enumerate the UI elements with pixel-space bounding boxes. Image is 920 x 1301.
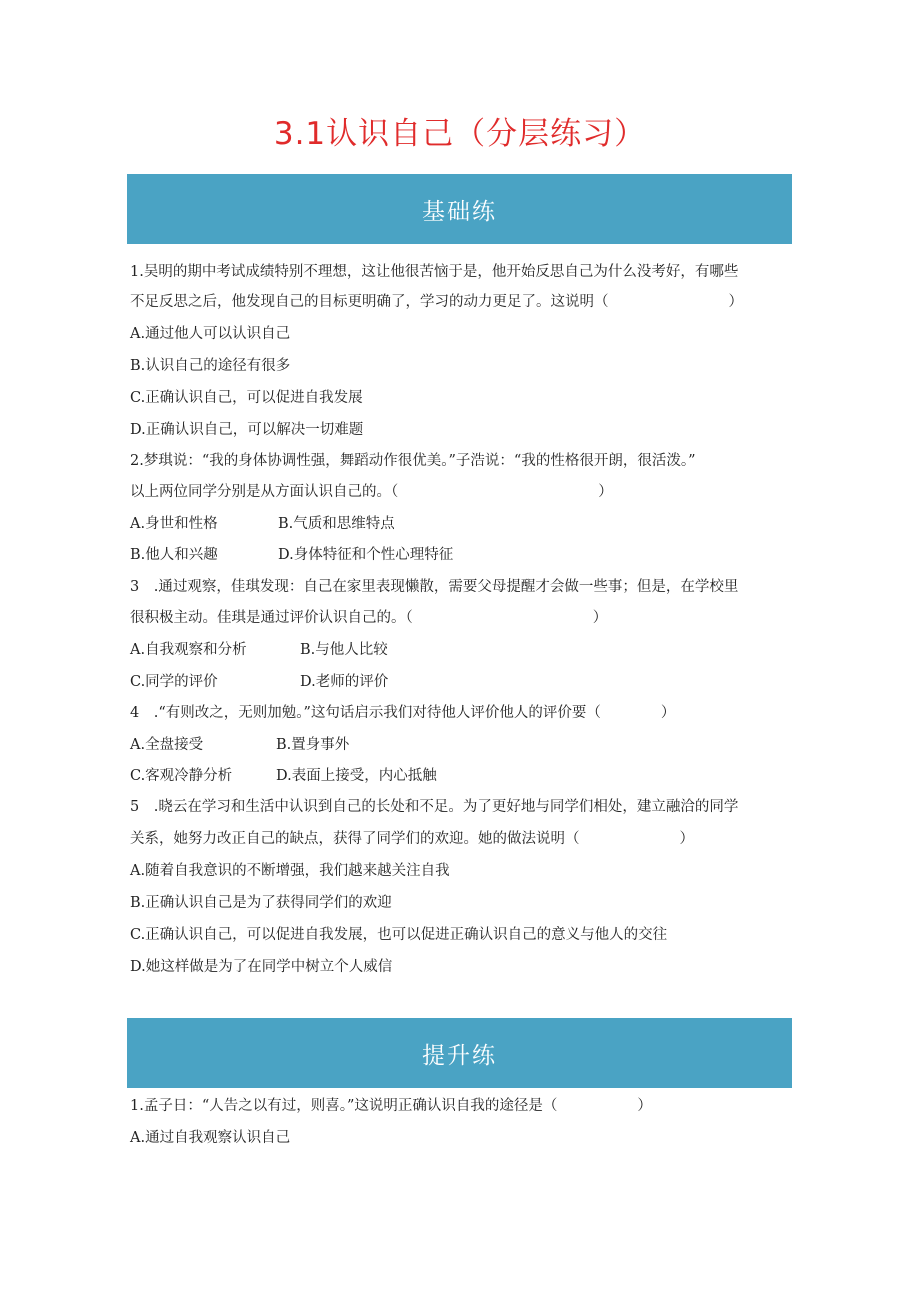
advanced-question-1-stem: 1.孟子日：“人告之以有过，则喜。”这说明正确认识自我的途径是（ ） [130, 1098, 652, 1114]
question-4-options-row1 [130, 735, 790, 755]
question-1-option-d: D.正确认识自己，可以解决一切难题 [130, 422, 364, 438]
question-4-option-a: A.全盘接受 [130, 737, 204, 753]
question-2-stem-line1: 2.梦琪说：“我的身体协调性强，舞蹈动作很优美。”子浩说：“我的性格很开朗，很活泼。” [130, 453, 696, 469]
answer-bracket-close: ） [598, 484, 613, 500]
question-3-option-d: D.老师的评价 [300, 674, 389, 690]
question-4-options-row2 [130, 766, 790, 786]
question-1-option-b: B.认识自己的途径有很多 [130, 358, 291, 374]
question-3-stem-line2: 很积极主动。佳琪是通过评价认识自己的。（ ） [130, 610, 608, 626]
question-5-option-c: C.正确认识自己，可以促进自我发展，也可以促进正确认识自己的意义与他人的交往 [130, 927, 668, 943]
question-2-option-b: B.气质和思维特点 [278, 516, 395, 532]
question-3-option-c: C.同学的评价 [130, 674, 218, 690]
answer-bracket-close: ） [728, 294, 743, 310]
question-2-options-row1 [130, 514, 790, 534]
question-5-option-a: A.随着自我意识的不断增强，我们越来越关注自我 [130, 863, 450, 879]
question-5-stem-line1: 5 .晓云在学习和生活中认识到自己的长处和不足。为了更好地与同学们相处，建立融洽的同学 [130, 799, 739, 815]
question-4-stem: 4 .“有则改之，无则加勉。”这句话启示我们对待他人评价他人的评价要（ ） [130, 705, 676, 721]
question-2-options-row2 [130, 545, 790, 565]
question-5-option-d: D.她这样做是为了在同学中树立个人威信 [130, 959, 393, 975]
section-heading: 提升练 [422, 1042, 497, 1069]
question-1-option-a: A.通过他人可以认识自己 [130, 326, 291, 342]
question-4-option-c: C.客观冷静分析 [130, 768, 233, 784]
question-5-stem-line2: 关系，她努力改正自己的缺点，获得了同学们的欢迎。她的做法说明（ ） [130, 831, 694, 847]
question-5-option-b: B.正确认识自己是为了获得同学们的欢迎 [130, 895, 392, 911]
question-3-stem-line1: 3 .通过观察，佳琪发现：自己在家里表现懒散，需要父母提醒才会做一些事；但是，在学校里 [130, 579, 739, 595]
answer-bracket-close: ） [660, 705, 676, 721]
question-2-option-a: A.身世和性格 [130, 516, 218, 532]
advanced-question-1-option-a: A.通过自我观察认识自己 [130, 1130, 291, 1146]
question-2-option-d: D.身体特征和个性心理特征 [278, 547, 454, 563]
answer-bracket-close: ） [637, 1098, 652, 1114]
section-banner-basic [127, 174, 792, 244]
question-2-option-c: B.他人和兴趣 [130, 547, 218, 563]
answer-bracket-close: ） [592, 610, 608, 626]
question-4-option-d: D.表面上接受，内心抵触 [276, 768, 437, 784]
page-title: 3.1认识自己（分层练习） [273, 116, 647, 152]
question-3-options-row2 [130, 672, 790, 692]
section-heading: 基础练 [422, 198, 497, 225]
question-4-option-b: B.置身事外 [276, 737, 350, 753]
question-2-stem-line2: 以上两位同学分别是从方面认识自己的。（ ） [130, 484, 613, 500]
question-3-option-b: B.与他人比较 [300, 642, 388, 658]
question-1-stem-line2: 不足反思之后，他发现自己的目标更明确了，学习的动力更足了。这说明（ ） [130, 294, 743, 310]
question-1-option-c: C.正确认识自己，可以促进自我发展 [130, 390, 363, 406]
question-1-stem-line1: 1.吴明的期中考试成绩特别不理想，这让他很苦恼于是，他开始反思自己为什么没考好，有哪些 [130, 264, 739, 280]
section-banner-advanced [127, 1018, 792, 1088]
question-3-options-row1 [130, 640, 790, 660]
question-3-option-a: A.自我观察和分析 [130, 642, 247, 658]
answer-bracket-close: ） [679, 831, 694, 847]
